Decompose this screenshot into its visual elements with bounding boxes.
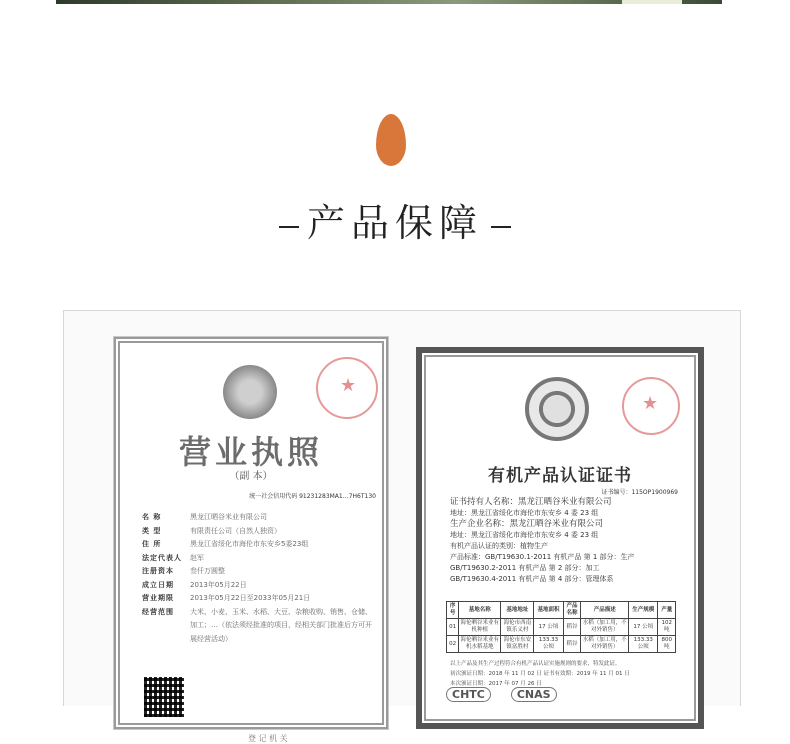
license-field: [142, 592, 372, 606]
cert-line: 地址：黑龙江省绥化市海伦市东安乡 4 委 23 组: [450, 509, 599, 517]
license-field: [142, 579, 372, 593]
table-cell: 海伦市西南镇乐义村: [501, 619, 534, 636]
table-cell: 海伦晒谷米业有机水稻基地: [459, 636, 501, 653]
license-field: [142, 511, 372, 525]
table-cell: 海伦市东安镇富胜村: [501, 636, 534, 653]
accreditation-logos: [446, 687, 596, 702]
table-header: 序号: [447, 602, 459, 619]
organic-certificate: [416, 347, 704, 729]
table-cell: 稻谷: [563, 619, 581, 636]
seal-star-icon: ★: [642, 393, 659, 414]
cnas-logo: CNAS: [511, 687, 557, 702]
table-header: 基地名称: [459, 602, 501, 619]
cert-line: 产品标准：GB/T19630.1-2011 有机产品 第 1 部分：生产: [450, 553, 635, 561]
cert-line: GB/T19630.4-2011 有机产品 第 4 部分：管理体系: [450, 575, 614, 583]
license-field: [142, 552, 372, 566]
footer-line: 以上产品及其生产过程符合有机产品认证实施规则的要求，特发此证。: [450, 661, 621, 667]
table-cell: 17 公顷: [629, 619, 658, 636]
field-value: 有限责任公司（自然人独资）: [190, 526, 281, 535]
footer-line: 本次颁证日期：2017 年 07 月 26 日: [450, 681, 542, 687]
license-field: [142, 538, 372, 552]
table-cell: 02: [447, 636, 459, 653]
field-label: 经营范围: [142, 607, 174, 616]
footer-line: 初次颁证日期：2018 年 11 月 02 日 证书有效期：2019 年 11 月 01 日: [450, 671, 630, 677]
certificate-table: [446, 601, 676, 653]
table-row: [447, 636, 676, 653]
field-label: 注册资本: [142, 567, 174, 575]
table-cell: 稻谷: [563, 636, 581, 653]
field-label: 住 所: [142, 540, 162, 548]
certificate-lines: [450, 497, 682, 585]
table-cell: 水稻（加工用，不对外销售）: [581, 619, 629, 636]
table-cell: 133.33 公顷: [629, 636, 658, 653]
orange-drop-icon: [376, 114, 406, 166]
license-field: [142, 606, 372, 647]
section-title: [0, 192, 790, 247]
certificate-footer: [450, 659, 670, 689]
business-license: [114, 337, 388, 743]
leaf-highlight: [622, 0, 682, 4]
table-header: 产品描述: [581, 602, 629, 619]
cert-line: 生产企业名称：黑龙江晒谷米业有限公司: [450, 519, 604, 529]
national-emblem-icon: [223, 365, 277, 419]
certificates-frame: [63, 310, 741, 743]
title-dash-left: [279, 226, 299, 228]
license-subtitle: （副 本）: [229, 471, 273, 482]
table-cell: 800 吨: [658, 636, 676, 653]
registration-authority: 登 记 机 关: [248, 734, 288, 743]
table-cell: 133.33 公顷: [534, 636, 563, 653]
section-title-text: 产品保障: [306, 201, 483, 245]
seal-star-icon: ★: [340, 375, 357, 396]
title-dash-right: [491, 226, 511, 228]
field-value: 2013年05月22日至2033年05月21日: [190, 594, 311, 602]
field-value: 叁仟万圆整: [190, 567, 225, 575]
cert-line: 证书持有人名称：黑龙江晒谷米业有限公司: [450, 497, 612, 507]
field-label: 类 型: [142, 526, 162, 535]
field-value: 2013年05月22日: [190, 580, 247, 589]
table-header-row: [447, 602, 676, 619]
table-cell: 海伦晒谷米业有机种植: [459, 619, 501, 636]
license-title: 营业执照: [178, 433, 323, 471]
field-value: 黑龙江晒谷米业有限公司: [190, 513, 267, 521]
organic-logo-icon: [525, 377, 589, 441]
field-label: 成立日期: [142, 580, 174, 589]
chtc-logo: CHTC: [446, 687, 491, 702]
table-cell: 17 公顷: [534, 619, 563, 636]
table-header: 产量: [658, 602, 676, 619]
license-field: [142, 525, 372, 539]
field-value: 黑龙江省绥化市海伦市东安乡5委23组: [190, 540, 309, 548]
table-header: 产品名称: [563, 602, 581, 619]
cert-line: 有机产品认证的类别：植物生产: [450, 542, 548, 550]
cert-line: GB/T19630.2-2011 有机产品 第 2 部分：加工: [450, 564, 600, 572]
field-value: 大米、小麦、玉米、水稻、大豆、杂粮收购、销售、仓储、加工；…（依法须经批准的项目，经相关部门批准后方可开展经营活动）: [190, 607, 372, 643]
qr-code: [144, 677, 184, 717]
table-cell: 102 吨: [658, 619, 676, 636]
certificate-title: 有机产品认证证书: [488, 466, 632, 486]
license-fields: [142, 511, 372, 646]
certificate-number: 证书编号：115OP1900969: [601, 489, 678, 496]
table-header: 基地地址: [501, 602, 534, 619]
cert-line: 地址：黑龙江省绥化市海伦市东安乡 4 委 23 组: [450, 531, 599, 539]
credit-code: 统一社会信用代码 91231283MA1…7H6T130: [249, 493, 376, 500]
table-cell: 01: [447, 619, 459, 636]
table-cell: 水稻（加工用，不对外销售）: [581, 636, 629, 653]
license-field: [142, 565, 372, 579]
field-label: 营业期限: [142, 594, 174, 602]
table-header: 生产规模: [629, 602, 658, 619]
top-banner-photo: [56, 0, 722, 4]
field-label: 法定代表人: [142, 553, 182, 562]
field-label: 名 称: [142, 513, 162, 521]
table-row: [447, 619, 676, 636]
table-header: 基地面积: [534, 602, 563, 619]
field-value: 赵军: [190, 553, 204, 562]
